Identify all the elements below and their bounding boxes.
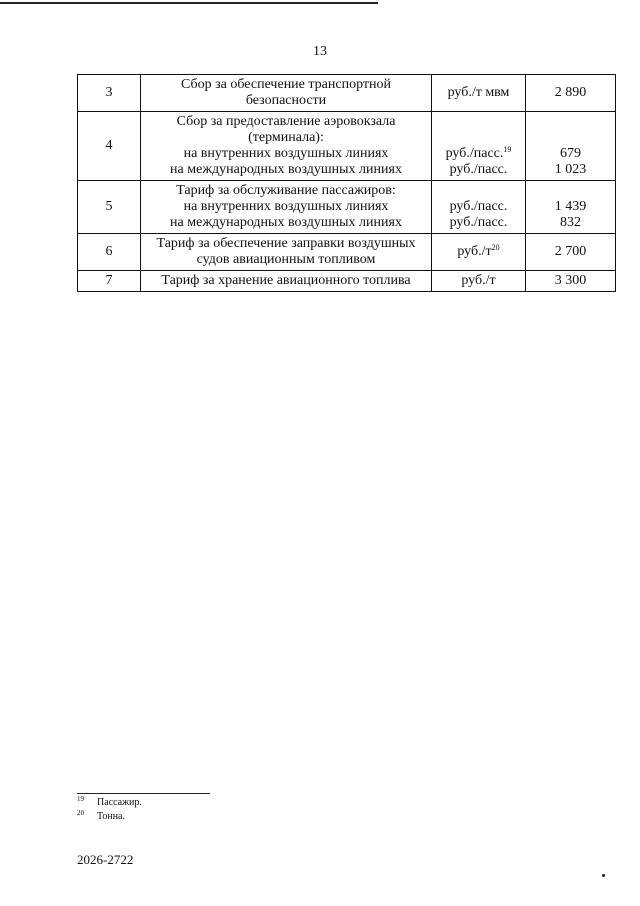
desc-line: безопасности bbox=[245, 93, 327, 108]
row-number: 6 bbox=[78, 234, 141, 271]
value-line: 2 700 bbox=[554, 244, 587, 259]
row-description bbox=[141, 234, 432, 271]
desc-line: Сбор за обеспечение транспортной bbox=[180, 77, 392, 92]
top-rule bbox=[0, 2, 378, 4]
row-description bbox=[141, 181, 432, 234]
desc-line: на внутренних воздушных линиях bbox=[183, 146, 389, 161]
desc-line: Тариф за обслуживание пассажиров: bbox=[176, 183, 396, 198]
row-description bbox=[141, 75, 432, 112]
desc-line: судов авиационным топливом bbox=[196, 252, 376, 267]
row-number: 4 bbox=[78, 112, 141, 181]
table-row bbox=[78, 234, 616, 271]
desc-line: на международных воздушных линиях bbox=[170, 215, 402, 230]
unit-line: руб./т bbox=[461, 273, 496, 288]
tariff-table bbox=[77, 74, 616, 292]
scan-speck bbox=[602, 874, 605, 877]
row-number: 7 bbox=[78, 271, 141, 292]
unit-line: руб./т мвм bbox=[447, 85, 510, 100]
value-line: 832 bbox=[560, 215, 581, 230]
row-unit bbox=[432, 234, 526, 271]
value-line: 1 439 bbox=[554, 199, 587, 214]
value-line: 2 890 bbox=[554, 85, 587, 100]
unit-line: $руб./т^{20}$ bbox=[457, 243, 500, 259]
row-unit bbox=[432, 271, 526, 292]
unit-line: руб./пасс. bbox=[449, 162, 508, 177]
desc-line: Сбор за предоставление аэровокзала bbox=[176, 114, 396, 129]
value-line: 3 300 bbox=[554, 273, 587, 288]
footnote-text: Пассажир. bbox=[97, 797, 142, 808]
row-number: 5 bbox=[78, 181, 141, 234]
row-unit bbox=[432, 181, 526, 234]
unit-line: руб./пасс. bbox=[449, 199, 508, 214]
value-line: 1 023 bbox=[554, 162, 587, 177]
desc-line: (терминала): bbox=[248, 130, 324, 145]
desc-line: на международных воздушных линиях bbox=[170, 162, 402, 177]
table-row bbox=[78, 181, 616, 234]
row-value bbox=[526, 181, 616, 234]
footnote-ref: 20 bbox=[491, 243, 500, 252]
value-line: 679 bbox=[560, 146, 581, 161]
row-description bbox=[141, 112, 432, 181]
footnote-rule bbox=[77, 793, 210, 794]
row-unit bbox=[432, 75, 526, 112]
footnote-mark: 19 bbox=[77, 795, 84, 803]
table-row bbox=[78, 75, 616, 112]
desc-line: Тариф за хранение авиационного топлива bbox=[161, 273, 411, 288]
unit-line: руб./пасс.$^{19}$ bbox=[445, 145, 512, 161]
row-value bbox=[526, 271, 616, 292]
row-value bbox=[526, 234, 616, 271]
table-row bbox=[78, 112, 616, 181]
page-number: 13 bbox=[313, 44, 327, 59]
row-value bbox=[526, 112, 616, 181]
desc-line: Тариф за обеспечение заправки воздушных bbox=[156, 236, 416, 251]
table-row bbox=[78, 271, 616, 292]
row-unit bbox=[432, 112, 526, 181]
unit-line: руб./пасс. bbox=[449, 215, 508, 230]
row-description bbox=[141, 271, 432, 292]
row-value bbox=[526, 75, 616, 112]
footnote-mark: 20 bbox=[77, 809, 84, 817]
footnote-ref: 19 bbox=[503, 145, 512, 154]
row-number: 3 bbox=[78, 75, 141, 112]
desc-line: на внутренних воздушных линиях bbox=[183, 199, 389, 214]
footnote-text: Тонна. bbox=[97, 811, 125, 822]
document-code: 2026-2722 bbox=[77, 852, 134, 867]
